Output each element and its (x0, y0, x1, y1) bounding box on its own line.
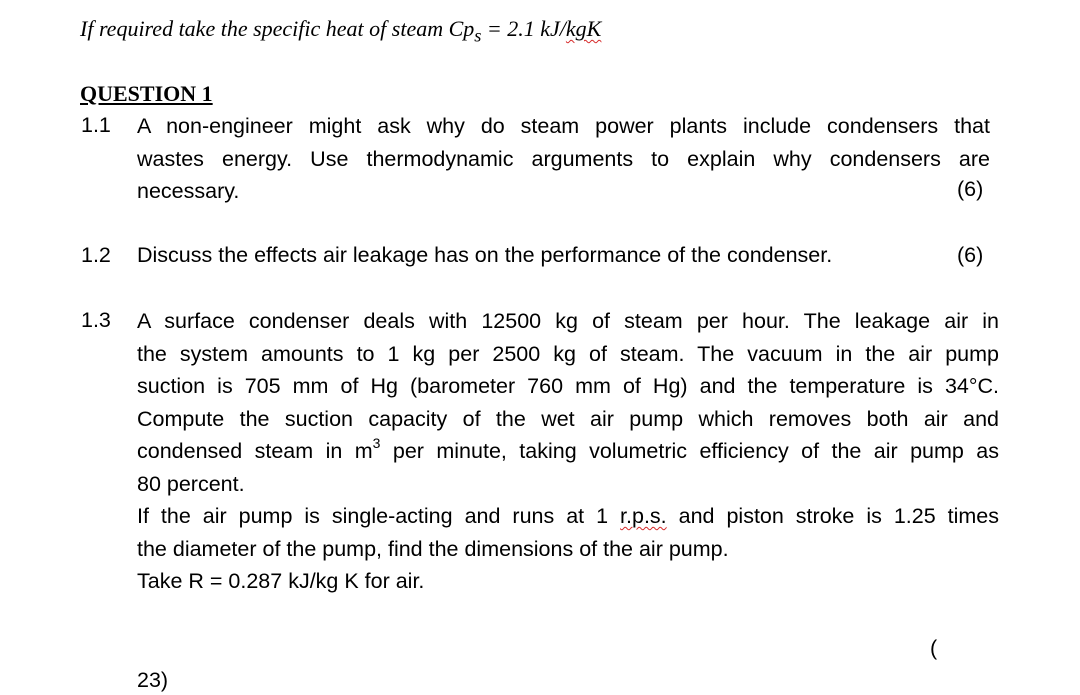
question-1-3-text: A surface condenser deals with 12500 kg of steam per hour. The leakage air in the system amounts to 1 kg per 2500 kg of steam. The vacuum in the air pump suction is 705 mm of Hg (barometer 760 mm of Hg) and the temperature is 34°C. Compute the suction capacity of the wet air pump which removes both air and condensed steam in $m^3$ per minute, taking volumetric efficiency of the air pump as 80 percent. If the air pump is single-acting and runs at 1 r.p.s. and piston stroke is 1.25 times the diameter of the pump, find the dimensions of the air pump. Take R = 0.287 kJ/kg K for air. (137, 309, 1000, 593)
question-number-1-2: 1.2 (81, 243, 111, 267)
question-number-1-3: 1.3 (81, 308, 111, 332)
question-1-3-line-5: condensed steam in $m^3$ per minute, taking volumetric efficiency of the air pump as (137, 434, 999, 463)
cubic-superscript: 3 (372, 434, 381, 451)
page-fragment-text: 23) (137, 668, 169, 692)
question-number-1-1: 1.1 (81, 113, 111, 137)
question-1-1-text: A non-engineer might ask why do steam power plants include condensers that wastes energy. Use thermodynamic arguments to explain why condensers are necessary. (137, 114, 990, 203)
specific-heat-note: If required take the specific heat of steam $Cp_s = 2.1$ kJ/kgK (80, 16, 602, 46)
spellcheck-flagged-rps: r.p.s. (620, 504, 667, 528)
question-heading: QUESTION 1 (80, 81, 213, 106)
spellcheck-flagged-unit: kgK (565, 16, 602, 41)
question-1-3-line-7: If the air pump is single-acting and runs at 1 r.p.s. and piston stroke is 1.25 times (137, 504, 1000, 528)
cp-subscript: s (474, 25, 482, 46)
trailing-open-parenthesis: ( (930, 636, 938, 660)
question-1-2-marks: (6) (957, 243, 984, 267)
question-1-1-marks: (6) (957, 177, 984, 201)
question-1-2-text: Discuss the effects air leakage has on the performance of the condenser. (137, 243, 833, 267)
